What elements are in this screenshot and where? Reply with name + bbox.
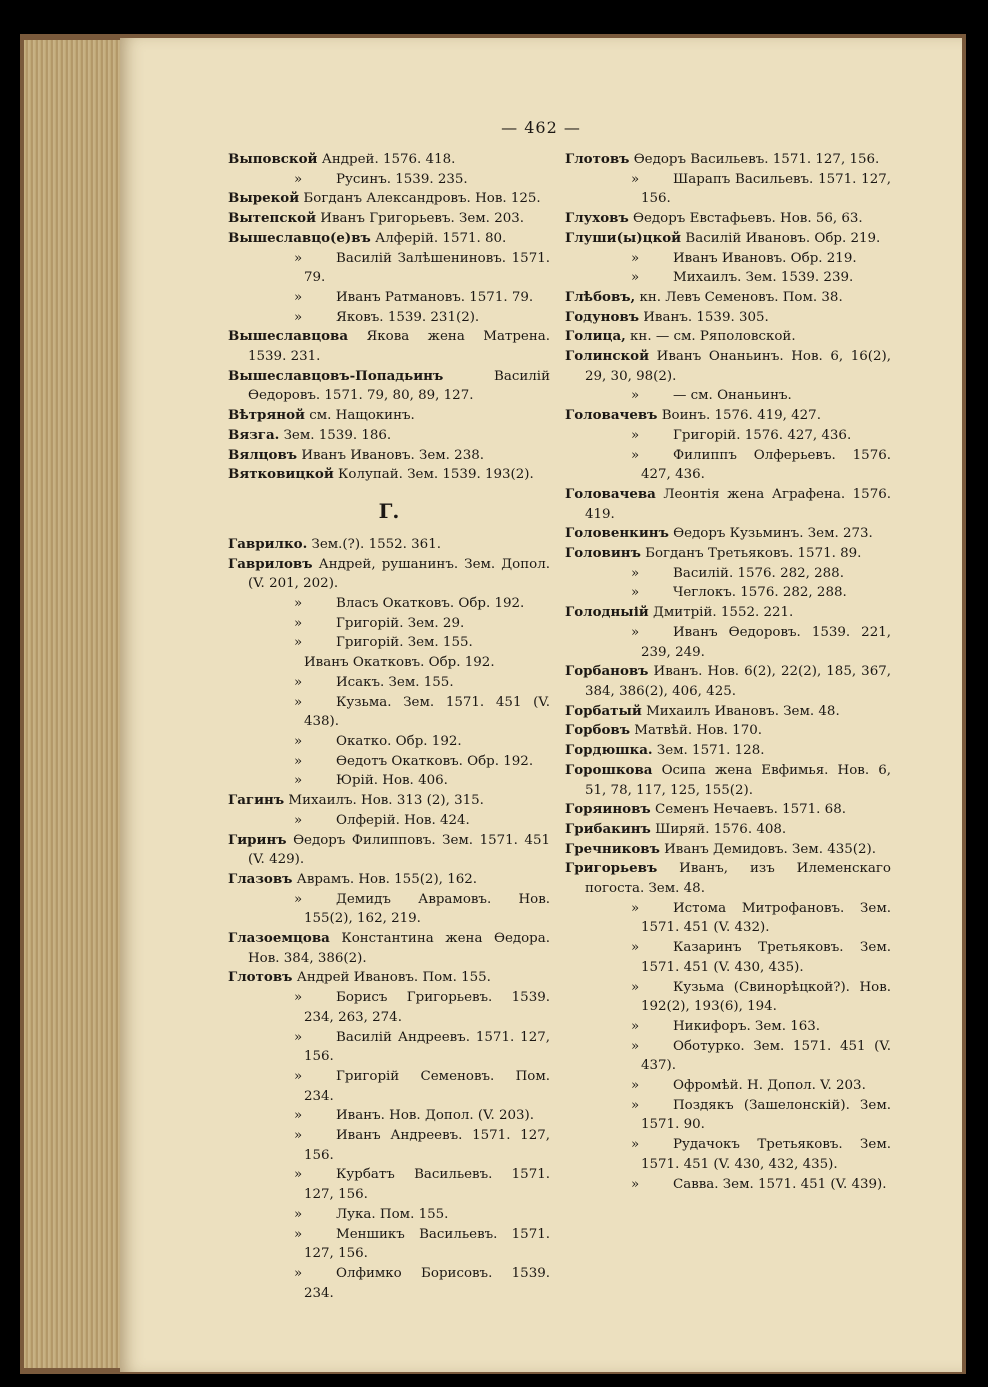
entry-headword: Голодныій	[565, 604, 649, 621]
entry-headword: Головачевъ	[565, 407, 658, 424]
entry-text: Олфимко Борисовъ. 1539. 234.	[304, 1265, 550, 1301]
index-entry	[565, 406, 891, 426]
entry-text: Власъ Окатковъ. Обр. 192.	[336, 596, 525, 612]
index-subentry	[565, 446, 891, 485]
entry-text: Григорій. 1576. 427, 436.	[673, 427, 852, 443]
index-subentry	[228, 633, 550, 653]
entry-text: Иванъ Ѳедоровъ. 1539. 221, 239, 249.	[641, 624, 891, 660]
index-entry	[565, 702, 891, 722]
ditto-mark: »	[294, 753, 303, 769]
index-entry	[228, 968, 550, 988]
index-subentry	[565, 564, 891, 584]
index-subentry	[228, 170, 550, 190]
index-entry	[565, 288, 891, 308]
entry-text: Истома Митрофановъ. Зем. 1571. 451 (V. 432).	[641, 900, 891, 936]
entry-text: Лука. Пом. 155.	[336, 1206, 449, 1222]
index-subentry	[228, 288, 550, 308]
entry-text: Олферій. Нов. 424.	[336, 812, 470, 828]
entry-text: Иванъ, изъ Илеменскаго погоста. Зем. 48.	[585, 861, 891, 897]
ditto-mark: »	[631, 1018, 640, 1034]
entry-headword: Гордюшка.	[565, 742, 653, 759]
entry-text: Кузьма. Зем. 1571. 451 (V. 438).	[304, 694, 550, 730]
entry-text: кн. Левъ Семеновъ. Пом. 38.	[635, 289, 843, 305]
ditto-mark: »	[294, 990, 303, 1006]
entry-headword: Вѣтряной	[228, 407, 305, 424]
index-entry	[565, 820, 891, 840]
entry-headword: Глуши(ы)цкой	[565, 229, 682, 246]
entry-headword: Глуховъ	[565, 210, 629, 227]
ditto-mark: »	[631, 940, 640, 956]
ditto-mark: »	[294, 596, 303, 612]
ditto-mark: »	[631, 427, 640, 443]
ditto-mark: »	[631, 250, 640, 266]
ditto-mark: »	[294, 635, 303, 651]
index-subentry	[565, 426, 891, 446]
entry-text: Юрій. Нов. 406.	[336, 773, 448, 789]
index-entry	[228, 327, 550, 366]
index-subentry	[228, 988, 550, 1027]
entry-text: Русинъ. 1539. 235.	[336, 171, 468, 187]
page-stack-edge	[24, 40, 130, 1368]
entry-text: Борисъ Григорьевъ. 1539. 234, 263, 274.	[304, 990, 550, 1025]
index-subentry	[565, 249, 891, 269]
index-entry	[228, 426, 550, 446]
index-entry	[228, 367, 550, 406]
ditto-mark: »	[294, 309, 303, 325]
index-entry	[565, 327, 891, 347]
entry-headword: Гиринъ	[228, 831, 287, 848]
entry-text: Алферій. 1571. 80.	[370, 230, 507, 246]
index-entry	[565, 800, 891, 820]
entry-headword: Григорьевъ	[565, 860, 658, 877]
entry-text: Богданъ Третьяковъ. 1571. 89.	[640, 546, 862, 562]
entry-headword: Глотовъ	[565, 151, 630, 167]
index-subentry	[565, 1017, 891, 1037]
entry-headword: Вышеславцовъ-Попадьинъ	[228, 367, 444, 384]
index-entry	[228, 791, 550, 811]
index-subentry	[565, 899, 891, 938]
index-entry	[565, 741, 891, 761]
index-entry	[228, 150, 550, 170]
entry-text: Иванъ Григорьевъ. Зем. 203.	[316, 211, 525, 227]
entry-text: см. Нащокинъ.	[304, 408, 415, 424]
index-entry	[565, 347, 891, 386]
index-column-right	[565, 150, 891, 1194]
entry-text: Леонтія жена Аграфена. 1576. 419.	[585, 486, 891, 522]
index-subentry	[228, 653, 550, 673]
entry-text: Ѳедоръ Кузьминъ. Зем. 273.	[668, 526, 873, 542]
entry-headword: Головачева	[565, 485, 656, 502]
index-subentry	[565, 170, 891, 209]
index-entry	[565, 308, 891, 328]
index-entry	[228, 555, 550, 594]
entry-text: Григорій. Зем. 29.	[336, 615, 465, 631]
entry-text: Иванъ. 1539. 305.	[638, 309, 769, 325]
index-subentry	[228, 673, 550, 693]
entry-text: Якова жена Матрена. 1539. 231.	[248, 329, 550, 365]
ditto-mark: »	[294, 1206, 303, 1222]
ditto-mark: »	[631, 979, 640, 995]
entry-text: Оботурко. Зем. 1571. 451 (V. 437).	[641, 1038, 891, 1074]
entry-headword: Выповской	[228, 151, 318, 167]
entry-text: Ѳедоръ Филипповъ. Зем. 1571. 451 (V. 429).	[248, 832, 550, 868]
entry-text: Иванъ Онаньинъ. Нов. 6, 16(2), 29, 30, 98(2).	[585, 349, 891, 384]
ditto-mark: »	[294, 891, 303, 907]
index-subentry	[228, 1067, 550, 1106]
index-entry	[228, 209, 550, 229]
entry-text: Ѳедоръ Евстафьевъ. Нов. 56, 63.	[628, 211, 863, 227]
entry-headword: Горошкова	[565, 761, 653, 778]
index-entry	[565, 859, 891, 898]
ditto-mark: »	[631, 624, 640, 640]
entry-headword: Глѣбовъ,	[565, 288, 636, 305]
entry-text: Филиппъ Олферьевъ. 1576. 427, 436.	[641, 447, 891, 483]
entry-text: Зем.(?). 1552. 361.	[307, 536, 441, 552]
index-entry	[565, 150, 891, 170]
index-entry	[565, 544, 891, 564]
entry-text: Ѳедотъ Окатковъ. Обр. 192.	[336, 753, 534, 769]
index-entry	[565, 485, 891, 524]
index-subentry	[228, 811, 550, 831]
index-subentry	[228, 732, 550, 752]
index-column-left	[228, 150, 550, 1303]
ditto-mark: »	[294, 1128, 303, 1144]
entry-text: Андрей Ивановъ. Пом. 155.	[292, 970, 491, 986]
entry-text: Иванъ Андреевъ. 1571. 127, 156.	[304, 1128, 550, 1163]
entry-text: Василій Залѣшениновъ. 1571. 79.	[304, 250, 550, 286]
ditto-mark: »	[631, 1038, 640, 1054]
entry-text: Рудачокъ Третьяковъ. Зем. 1571. 451 (V. 430, 432, 435).	[641, 1137, 891, 1172]
entry-text: Иванъ Ивановъ. Обр. 219.	[673, 250, 857, 266]
ditto-mark: »	[631, 1176, 640, 1192]
index-subentry	[565, 1037, 891, 1076]
entry-text: Савва. Зем. 1571. 451 (V. 439).	[673, 1176, 887, 1192]
ditto-mark: »	[631, 1097, 640, 1113]
entry-headword: Горяиновъ	[565, 801, 651, 818]
entry-text: Ѳедоръ Васильевъ. 1571. 127, 156.	[629, 152, 880, 167]
entry-text: Константина жена Ѳедора. Нов. 384, 386(2).	[248, 931, 550, 966]
entry-headword: Вырекой	[228, 190, 300, 207]
entry-headword: Горбовъ	[565, 722, 630, 739]
ditto-mark: »	[631, 900, 640, 916]
entry-headword: Горбатый	[565, 702, 642, 719]
ditto-mark: »	[294, 1265, 303, 1281]
ditto-mark: »	[294, 773, 303, 789]
index-entry	[565, 229, 891, 249]
entry-text: Зем. 1539. 186.	[279, 427, 392, 443]
entry-headword: Голинской	[565, 348, 650, 365]
index-subentry	[228, 594, 550, 614]
entry-text: Поздякъ (Зашелонскій). Зем. 1571. 90.	[641, 1097, 891, 1133]
entry-text: — см. Онаньинъ.	[673, 388, 792, 404]
index-subentry	[228, 308, 550, 328]
entry-text: Иванъ Ивановъ. Зем. 238.	[297, 447, 484, 463]
index-subentry	[565, 268, 891, 288]
entry-text: Колупай. Зем. 1539. 193(2).	[333, 467, 534, 483]
entry-text: Курбатъ Васильевъ. 1571. 127, 156.	[304, 1167, 550, 1203]
index-entry	[228, 535, 550, 555]
entry-headword: Глазовъ	[228, 870, 293, 887]
entry-text: Окатко. Обр. 192.	[336, 733, 462, 749]
index-subentry	[228, 693, 550, 732]
index-subentry	[228, 1106, 550, 1126]
entry-text: Меншикъ Васильевъ. 1571. 127, 156.	[304, 1226, 550, 1262]
index-entry	[228, 465, 550, 485]
entry-text: Михаилъ. Нов. 313 (2), 315.	[284, 793, 484, 809]
entry-headword: Годуновъ	[565, 308, 639, 325]
entry-text: Чеглокъ. 1576. 282, 288.	[673, 585, 847, 601]
entry-headword: Вытепской	[228, 210, 317, 227]
index-subentry	[228, 1264, 550, 1303]
entry-headword: Гаврилко.	[228, 535, 308, 552]
index-subentry	[565, 938, 891, 977]
index-entry	[565, 662, 891, 701]
entry-text: Шарапъ Васильевъ. 1571. 127, 156.	[641, 171, 891, 207]
entry-headword: Головинъ	[565, 545, 641, 562]
ditto-mark: »	[631, 171, 640, 187]
entry-text: Иванъ Демидовъ. Зем. 435(2).	[659, 841, 877, 857]
entry-text: Иванъ. Нов. Допол. (V. 203).	[336, 1108, 535, 1124]
index-subentry	[228, 1028, 550, 1067]
entry-text: Василій Ивановъ. Обр. 219.	[681, 230, 881, 246]
entry-text: Демидъ Аврамовъ. Нов. 155(2), 162, 219.	[304, 891, 550, 927]
entry-text: Михаилъ. Зем. 1539. 239.	[673, 270, 854, 286]
ditto-mark: »	[294, 1108, 303, 1124]
entry-headword: Вышеславцова	[228, 328, 349, 345]
entry-text: Зем. 1571. 128.	[652, 743, 765, 759]
ditto-mark: »	[631, 1137, 640, 1153]
index-entry	[228, 229, 550, 249]
index-subentry	[228, 1165, 550, 1204]
section-letter: Г.	[378, 498, 400, 523]
index-subentry	[565, 1175, 891, 1195]
entry-text: Андрей. 1576. 418.	[317, 152, 456, 167]
index-subentry	[565, 623, 891, 662]
index-subentry	[228, 771, 550, 791]
ditto-mark: »	[294, 733, 303, 749]
book-page	[120, 38, 962, 1372]
entry-text: Аврамъ. Нов. 155(2), 162.	[292, 871, 478, 887]
index-entry	[565, 209, 891, 229]
index-subentry	[565, 1096, 891, 1135]
index-entry	[565, 603, 891, 623]
entry-headword: Вятковицкой	[228, 466, 334, 483]
ditto-mark: »	[631, 1078, 640, 1094]
ditto-mark: »	[294, 1226, 303, 1242]
index-entry	[228, 870, 550, 890]
ditto-mark: »	[294, 1029, 303, 1045]
index-entry	[228, 406, 550, 426]
entry-headword: Гавриловъ	[228, 555, 313, 572]
index-subentry	[565, 386, 891, 406]
index-subentry	[565, 1076, 891, 1096]
entry-text: Иванъ. Нов. 6(2), 22(2), 185, 367, 384, 386(2), 406, 425.	[585, 664, 891, 699]
entry-headword: Гагинъ	[228, 792, 285, 809]
entry-headword: Горбановъ	[565, 663, 649, 680]
index-subentry	[228, 1225, 550, 1264]
entry-text: Воинъ. 1576. 419, 427.	[657, 408, 821, 424]
index-entry	[565, 721, 891, 741]
entry-text: Офромѣй. Н. Допол. V. 203.	[673, 1078, 866, 1094]
entry-text: Исакъ. Зем. 155.	[336, 674, 454, 690]
entry-headword: Вязга.	[228, 426, 280, 443]
ditto-mark: »	[294, 171, 303, 187]
entry-headword: Головенкинъ	[565, 525, 669, 542]
ditto-mark: »	[294, 250, 303, 266]
index-entry	[565, 524, 891, 544]
entry-text: Григорій Семеновъ. Пом. 234.	[304, 1068, 550, 1104]
entry-text: Иванъ Ратмановъ. 1571. 79.	[336, 289, 534, 305]
entry-text: Осипа жена Евфимья. Нов. 6, 51, 78, 117, 125, 155(2).	[585, 762, 891, 798]
ditto-mark: »	[294, 615, 303, 631]
entry-headword: Глотовъ	[228, 969, 293, 986]
entry-text: Василій. 1576. 282, 288.	[673, 565, 844, 581]
entry-text: Кузьма (Свинорѣцкой?). Нов. 192(2), 193(6), 194.	[641, 979, 891, 1015]
index-entry	[228, 446, 550, 466]
ditto-mark: »	[631, 447, 640, 463]
entry-text: кн. — см. Ряполовской.	[625, 329, 796, 345]
ditto-mark: »	[631, 585, 640, 601]
entry-text: Никифоръ. Зем. 163.	[673, 1018, 821, 1034]
entry-text: Григорій. Зем. 155.	[336, 635, 473, 651]
entry-headword: Глазоемцова	[228, 930, 330, 947]
ditto-mark: »	[631, 270, 640, 286]
entry-headword: Вялцовъ	[228, 446, 298, 463]
index-subentry	[228, 1126, 550, 1165]
entry-text: Яковъ. 1539. 231(2).	[336, 309, 480, 325]
index-subentry	[228, 752, 550, 772]
entry-headword: Голица,	[565, 328, 626, 345]
ditto-mark: »	[631, 565, 640, 581]
ditto-mark: »	[294, 1167, 303, 1183]
entry-text: Богданъ Александровъ. Нов. 125.	[299, 191, 541, 207]
entry-text: Казаринъ Третьяковъ. Зем. 1571. 451 (V. 430, 435).	[641, 940, 891, 975]
index-subentry	[228, 890, 550, 929]
index-subentry	[565, 1135, 891, 1174]
index-subentry	[565, 583, 891, 603]
entry-text: Василій Андреевъ. 1571. 127, 156.	[304, 1029, 550, 1065]
index-entry	[228, 929, 550, 968]
entry-text: Иванъ Окатковъ. Обр. 192.	[304, 655, 495, 671]
index-entry	[228, 189, 550, 209]
index-entry	[228, 831, 550, 870]
page-number: — 462 —	[501, 118, 581, 137]
index-subentry	[228, 1205, 550, 1225]
index-entry	[565, 840, 891, 860]
ditto-mark: »	[294, 694, 303, 710]
entry-text: Дмитрій. 1552. 221.	[648, 605, 794, 621]
ditto-mark: »	[294, 812, 303, 828]
entry-headword: Грибакинъ	[565, 820, 651, 837]
entry-text: Андрей, рушанинъ. Зем. Допол. (V. 201, 202).	[248, 556, 550, 592]
entry-text: Василій Ѳедоровъ. 1571. 79, 80, 89, 127.	[248, 368, 550, 404]
index-subentry	[228, 614, 550, 634]
entry-text: Семенъ Нечаевъ. 1571. 68.	[650, 802, 846, 818]
entry-headword: Вышеславцо(е)въ	[228, 229, 371, 246]
entry-headword: Гречниковъ	[565, 840, 660, 857]
entry-text: Ширяй. 1576. 408.	[650, 821, 787, 837]
ditto-mark: »	[631, 388, 640, 404]
ditto-mark: »	[294, 289, 303, 305]
entry-text: Михаилъ Ивановъ. Зем. 48.	[641, 703, 840, 719]
index-entry	[565, 761, 891, 800]
ditto-mark: »	[294, 674, 303, 690]
entry-text: Матвѣй. Нов. 170.	[629, 723, 763, 739]
ditto-mark: »	[294, 1068, 303, 1084]
index-subentry	[565, 978, 891, 1017]
index-subentry	[228, 249, 550, 288]
